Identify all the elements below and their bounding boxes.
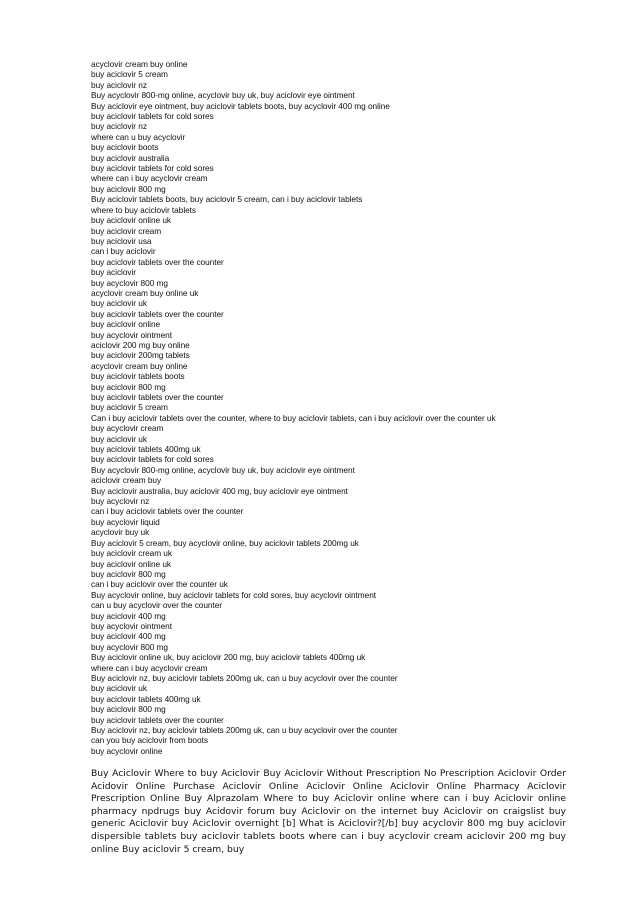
keyword-line: buy aciclovir nz [91,121,147,132]
keyword-line: Buy acyclovir 800-mg online, acyclovir buy uk, buy aciclovir eye ointment [91,464,355,475]
keyword-line: acyclovir cream buy online [91,360,188,371]
keyword-line: buy aciclovir nz [91,79,147,90]
keyword-line: buy acyclovir 800 mg [91,641,168,652]
keyword-line: buy acyclovir online [91,745,163,756]
keyword-line: buy aciclovir cream uk [91,548,172,559]
keyword-line: acyclovir cream buy online [91,59,188,69]
keyword-line: Buy aciclovir nz, buy aciclovir tablets 200mg uk, can u buy acyclovir over the counter [91,725,398,735]
keyword-line: buy aciclovir 400 mg [91,631,166,642]
keyword-line: acyclovir cream buy online uk [91,287,199,298]
keyword-line: can i buy aciclovir [91,246,156,257]
keyword-line: buy acyclovir cream [91,423,164,434]
keyword-line: buy aciclovir boots [91,142,159,153]
keyword-line: Buy acyclovir 800-mg online, acyclovir buy uk, buy aciclovir eye ointment [91,90,355,101]
keyword-line: buy aciclovir uk [91,683,147,694]
keyword-line: buy aciclovir tablets over the counter [91,392,224,402]
keyword-line: Buy aciclovir tablets boots, buy aciclovir 5 cream, can i buy aciclovir tablets [91,194,363,205]
keyword-line: buy aciclovir 5 cream [91,402,168,413]
keyword-line: buy aciclovir 800 mg [91,568,166,579]
keyword-line: buy acyclovir nz [91,496,150,507]
keyword-line: aciclovir 200 mg buy online [91,339,190,350]
keyword-line: where can i buy acyclovir cream [91,662,208,673]
keyword-line: can you buy aciclovir from boots [91,735,208,746]
keyword-line: Buy aciclovir australia, buy aciclovir 400 mg, buy aciclovir eye ointment [91,485,348,496]
keyword-line: buy aciclovir online uk [91,215,172,226]
keyword-line: buy aciclovir tablets boots [91,371,185,382]
keyword-line: buy aciclovir 800 mg [91,183,166,194]
keyword-line: Buy aciclovir eye ointment, buy aciclovir tablets boots, buy acyclovir 400 mg online [91,100,390,111]
keyword-line: buy aciclovir online uk [91,558,172,569]
keyword-line: buy aciclovir [91,267,136,278]
keyword-line: buy aciclovir uk [91,298,147,309]
keyword-line: buy acyclovir liquid [91,516,160,527]
keyword-line: where can u buy acyclovir [91,131,186,142]
keyword-line: buy aciclovir 5 cream [91,69,168,80]
keyword-line: Buy aciclovir 5 cream, buy acyclovir online, buy aciclovir tablets 200mg uk [91,537,359,548]
keyword-line: buy aciclovir uk [91,433,147,444]
keyword-line: buy aciclovir online [91,319,161,330]
keyword-line: buy aciclovir tablets for cold sores [91,163,214,174]
keyword-line: buy aciclovir tablets for cold sores [91,111,214,122]
keyword-line: buy aciclovir tablets over the counter [91,308,224,319]
keyword-line: buy aciclovir tablets over the counter [91,714,224,725]
keyword-line: buy acyclovir ointment [91,329,172,340]
keyword-line: Buy aciclovir online uk, buy aciclovir 200 mg, buy aciclovir tablets 400mg uk [91,652,366,663]
keyword-list [91,59,561,756]
keyword-line: buy aciclovir 200mg tablets [91,350,190,361]
keyword-line: buy acyclovir 800 mg [91,277,168,288]
keyword-line: where can i buy acyclovir cream [91,173,208,184]
keyword-line: can i buy aciclovir over the counter uk [91,579,228,590]
keyword-line: buy aciclovir tablets 400mg uk [91,444,201,455]
keyword-line: buy aciclovir 800 mg [91,381,166,392]
keyword-line: acyclovir buy uk [91,527,150,538]
keyword-line: Buy aciclovir nz, buy aciclovir tablets 200mg uk, can u buy acyclovir over the counter [91,672,398,683]
keyword-line: Can i buy aciclovir tablets over the counter, where to buy aciclovir tablets, can i buy aciclovir over the counter uk [91,412,496,423]
keyword-line: where to buy aciclovir tablets [91,204,197,215]
keyword-line: buy aciclovir australia [91,152,170,163]
keyword-line: buy aciclovir 400 mg [91,610,166,621]
keyword-line: can u buy acyclovir over the counter [91,600,223,611]
keyword-line: buy aciclovir tablets 400mg uk [91,693,201,704]
keyword-line: buy aciclovir tablets over the counter [91,256,224,267]
body-paragraph: Buy Aciclovir Where to buy Aciclovir Buy Aciclovir Without Prescription No Prescription Aciclovir Order Acidovir Online Purchase Aciclovir Online Aciclovir Online Aciclovir Online Pharmacy Aciclovir Prescription Online Buy Alprazolam Where to buy Aciclovir online where can i buy Aciclovir online pharmacy npdrugs buy Acidovir forum buy Aciclovir on the internet buy Aciclovir on craigslist buy generic Aciclovir buy Aciclovir overnight [b] What is Aciclovir?[/b] buy acyclovir 800 mg buy aciclovir dispersible tablets buy aciclovir tablets boots where can i buy acyclovir cream aciclovir 200 mg buy online Buy aciclovir 5 cream, buy [91,768,566,855]
keyword-line: can i buy aciclovir tablets over the counter [91,506,244,517]
keyword-line: buy aciclovir usa [91,235,152,246]
keyword-line: buy aciclovir 800 mg [91,704,166,715]
keyword-line: buy aciclovir cream [91,225,162,236]
keyword-line: buy acyclovir ointment [91,620,172,631]
keyword-line: aciclovir cream buy [91,475,162,486]
keyword-line: buy aciclovir tablets for cold sores [91,454,214,465]
keyword-line: Buy acyclovir online, buy aciclovir tablets for cold sores, buy acyclovir ointment [91,589,377,600]
